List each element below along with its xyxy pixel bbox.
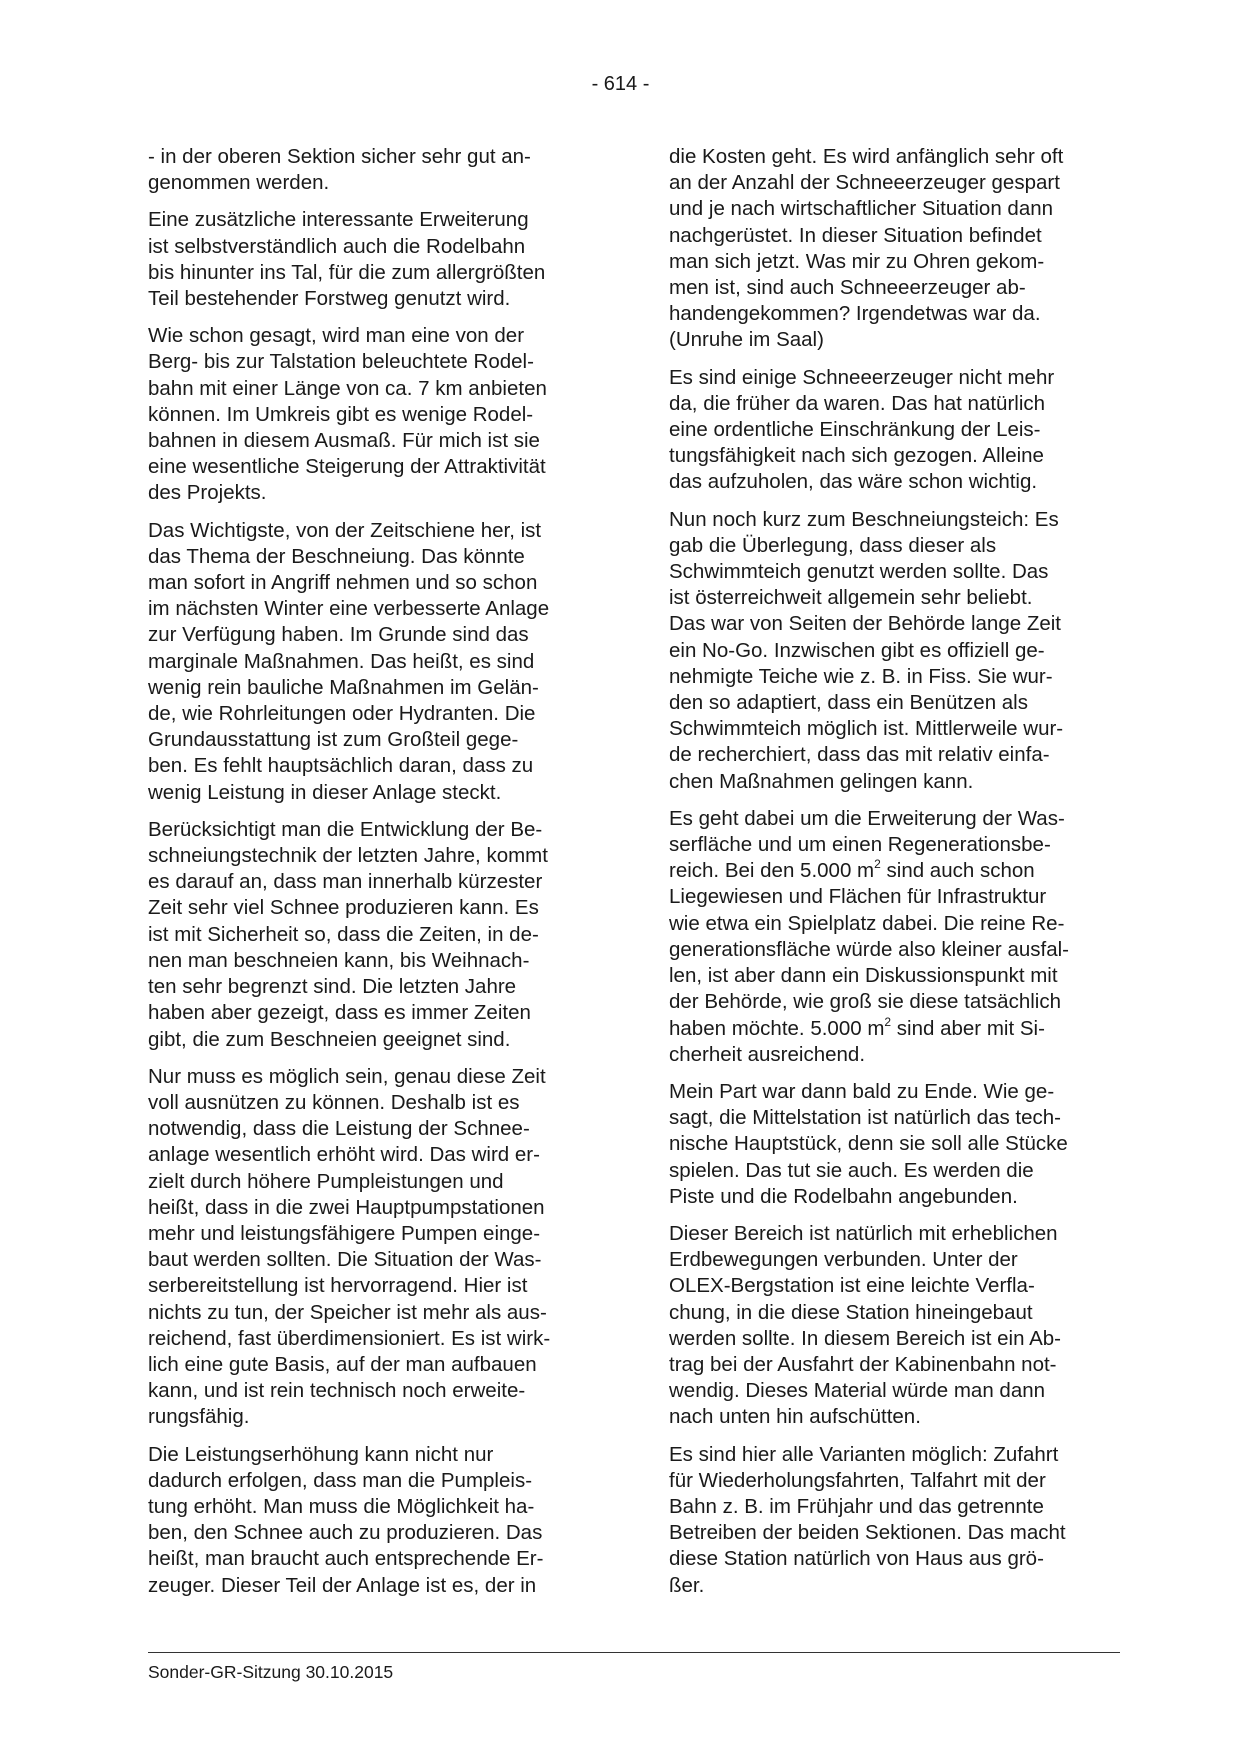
text-line: de, wie Rohrleitungen oder Hydranten. Die — [148, 702, 536, 726]
text-line: de recherchiert, dass das mit relativ einfa- — [669, 743, 1050, 767]
text-line: wenig rein bauliche Maßnahmen im Gelän- — [148, 675, 539, 699]
text-line: sagt, die Mittelstation ist natürlich das tech- — [669, 1106, 1061, 1130]
text-line: Berg- bis zur Talstation beleuchtete Rodel- — [148, 350, 534, 374]
paragraph — [148, 1442, 596, 1599]
text-line: und je nach wirtschaftlicher Situation dann — [669, 197, 1054, 221]
text-line: diese Station natürlich von Haus aus grö- — [669, 1547, 1044, 1571]
text-line: voll ausnützen zu können. Deshalb ist es — [148, 1090, 520, 1114]
text-line: eine wesentliche Steigerung der Attraktivität — [148, 455, 546, 479]
text-line: zielt durch höhere Pumpleistungen und — [148, 1169, 504, 1193]
text-line: werden sollte. In diesem Bereich ist ein Ab- — [669, 1326, 1061, 1350]
text-line: anlage wesentlich erhöht wird. Das wird er- — [148, 1143, 540, 1167]
text-line: im nächsten Winter eine verbesserte Anlage — [148, 597, 550, 621]
text-line: Grundausstattung ist zum Großteil gege- — [148, 728, 519, 752]
text-line: bis hinunter ins Tal, für die zum allergrößten — [148, 260, 546, 284]
text-line: tungsfähigkeit nach sich gezogen. Alleine — [669, 444, 1044, 468]
right-column — [669, 144, 1117, 1610]
text-line: OLEX-Bergstation ist eine leichte Verfla- — [669, 1274, 1035, 1298]
paragraph — [669, 365, 1117, 496]
text-line: Bahn z. B. im Frühjahr und das getrennte — [669, 1494, 1044, 1518]
paragraph — [148, 817, 596, 1053]
paragraph — [669, 144, 1117, 354]
paragraph — [148, 1064, 596, 1431]
text-line: ist österreichweit allgemein sehr beliebt. — [669, 586, 1033, 610]
text-line: ein No-Go. Inzwischen gibt es offiziell ge- — [669, 638, 1045, 662]
text-line: trag bei der Ausfahrt der Kabinenbahn not- — [669, 1352, 1057, 1376]
text-line: tung erhöht. Man muss die Möglichkeit ha- — [148, 1494, 535, 1518]
text-line: Piste und die Rodelbahn angebunden. — [669, 1184, 1018, 1208]
text-line: den so adaptiert, dass ein Benützen als — [669, 691, 1028, 715]
text-line: ten sehr begrenzt sind. Die letzten Jahre — [148, 975, 517, 999]
text-line: der Behörde, wie groß sie diese tatsächlich — [669, 990, 1061, 1014]
paragraph — [669, 806, 1117, 1068]
text-line: ben, den Schnee auch zu produzieren. Das — [148, 1521, 543, 1545]
paragraph — [669, 1079, 1117, 1210]
text-line: reich. Bei den 5.000 $m^2$ sind auch schon — [669, 857, 1035, 883]
text-line: len, ist aber dann ein Diskussionspunkt mit — [669, 964, 1058, 988]
text-line: lich eine gute Basis, auf der man aufbauen — [148, 1352, 537, 1376]
text-line: man sich jetzt. Was mir zu Ohren gekom- — [669, 249, 1045, 273]
paragraph — [148, 144, 596, 196]
text-line: nachgerüstet. In dieser Situation befindet — [669, 223, 1042, 247]
text-line: nische Hauptstück, denn sie soll alle Stücke — [669, 1132, 1068, 1156]
text-line: Wie schon gesagt, wird man eine von der — [148, 324, 525, 348]
text-line: kann, und ist rein technisch noch erweite- — [148, 1379, 526, 1403]
text-line: mehr und leistungsfähigere Pumpen einge- — [148, 1221, 541, 1245]
text-line: wie etwa ein Spielplatz dabei. Die reine Re- — [669, 911, 1065, 935]
text-line: gab die Überlegung, dass dieser als — [669, 533, 997, 557]
text-line: das aufzuholen, das wäre schon wichtig. — [669, 470, 1038, 494]
text-line: schneiungstechnik der letzten Jahre, kommt — [148, 844, 548, 868]
text-line: an der Anzahl der Schneeerzeuger gespart — [669, 171, 1060, 195]
text-line: bahnen in diesem Ausmaß. Für mich ist sie — [148, 429, 540, 453]
text-line: Liegewiesen und Flächen für Infrastruktur — [669, 885, 1047, 909]
text-line: wendig. Dieses Material würde man dann — [669, 1379, 1046, 1403]
text-line: Nur muss es möglich sein, genau diese Zeit — [148, 1064, 546, 1088]
text-line: haben möchte. 5.000 $m^2$ sind aber mit Si- — [669, 1014, 1045, 1040]
text-line: ßer. — [669, 1573, 705, 1597]
text-line: Berücksichtigt man die Entwicklung der Be- — [148, 817, 543, 841]
text-line: heißt, dass in die zwei Hauptpumpstationen — [148, 1195, 545, 1219]
text-line: nen man beschneien kann, bis Weihnach- — [148, 948, 530, 972]
footer-session-label: Sonder-GR-Sitzung 30.10.2015 — [148, 1662, 394, 1682]
paragraph — [148, 207, 596, 312]
text-line: haben aber gezeigt, dass es immer Zeiten — [148, 1001, 531, 1025]
text-line: ist mit Sicherheit so, dass die Zeiten, in de- — [148, 922, 539, 946]
text-line: es darauf an, dass man innerhalb kürzester — [148, 870, 543, 894]
text-line: dadurch erfolgen, dass man die Pumpleis- — [148, 1468, 533, 1492]
text-line: notwendig, dass die Leistung der Schnee- — [148, 1117, 530, 1141]
text-line: serfläche und um einen Regenerationsbe- — [669, 833, 1051, 857]
text-line: reichend, fast überdimensioniert. Es ist wirk- — [148, 1326, 551, 1350]
text-line: Das war von Seiten der Behörde lange Zeit — [669, 612, 1062, 636]
text-line: generationsfläche würde also kleiner ausfal- — [669, 937, 1069, 961]
text-line: chen Maßnahmen gelingen kann. — [669, 769, 974, 793]
text-line: wenig Leistung in dieser Anlage steckt. — [148, 780, 502, 804]
text-line: genommen werden. — [148, 171, 330, 195]
text-line: Es geht dabei um die Erweiterung der Was- — [669, 806, 1065, 830]
text-line: Es sind einige Schneeerzeuger nicht mehr — [669, 365, 1055, 389]
text-line: Schwimmteich möglich ist. Mittlerweile wur- — [669, 717, 1064, 741]
paragraph — [669, 1221, 1117, 1431]
text-line: des Projekts. — [148, 481, 267, 505]
page-number: - 614 - — [591, 73, 650, 95]
text-line: men ist, sind auch Schneeerzeuger ab- — [669, 276, 1026, 300]
text-line: gibt, die zum Beschneien geeignet sind. — [148, 1027, 511, 1051]
text-line: da, die früher da waren. Das hat natürlich — [669, 391, 1046, 415]
footer-divider — [148, 1652, 1120, 1653]
text-line: Nun noch kurz zum Beschneiungsteich: Es — [669, 507, 1059, 531]
text-line: nehmigte Teiche wie z. B. in Fiss. Sie wur- — [669, 664, 1053, 688]
text-line: ben. Es fehlt hauptsächlich daran, dass zu — [148, 754, 534, 778]
paragraph — [669, 507, 1117, 795]
text-line: chung, in die diese Station hineingebaut — [669, 1300, 1033, 1324]
text-line: baut werden sollten. Die Situation der Was- — [148, 1248, 542, 1272]
text-line: ist selbstverständlich auch die Rodelbahn — [148, 234, 526, 258]
text-line: eine ordentliche Einschränkung der Leis- — [669, 418, 1041, 442]
paragraph — [669, 1442, 1117, 1599]
text-line: Eine zusätzliche interessante Erweiterung — [148, 208, 529, 232]
text-line: marginale Maßnahmen. Das heißt, es sind — [148, 649, 535, 673]
text-line: Dieser Bereich ist natürlich mit erheblichen — [669, 1221, 1058, 1245]
text-line: Zeit sehr viel Schnee produzieren kann. Es — [148, 896, 539, 920]
left-column — [148, 144, 596, 1610]
text-line: cherheit ausreichend. — [669, 1042, 866, 1066]
text-line: das Thema der Beschneiung. Das könnte — [148, 544, 525, 568]
text-line: zur Verfügung haben. Im Grunde sind das — [148, 623, 529, 647]
text-line: die Kosten geht. Es wird anfänglich sehr oft — [669, 145, 1064, 168]
text-line: Teil bestehender Forstweg genutzt wird. — [148, 287, 511, 311]
text-line: man sofort in Angriff nehmen und so schon — [148, 571, 538, 595]
text-line: für Wiederholungsfahrten, Talfahrt mit der — [669, 1468, 1046, 1492]
text-line: bahn mit einer Länge von ca. 7 km anbieten — [148, 376, 547, 400]
text-line: Betreiben der beiden Sektionen. Das macht — [669, 1521, 1066, 1545]
text-line: handengekommen? Irgendetwas war da. — [669, 302, 1041, 326]
paragraph — [148, 323, 596, 506]
text-line: Es sind hier alle Varianten möglich: Zufahrt — [669, 1442, 1059, 1466]
text-line: serbereitstellung ist hervorragend. Hier ist — [148, 1274, 528, 1298]
text-line: zeuger. Dieser Teil der Anlage ist es, der in — [148, 1573, 537, 1597]
text-line: Das Wichtigste, von der Zeitschiene her, ist — [148, 518, 542, 542]
text-line: - in der oberen Sektion sicher sehr gut an- — [148, 145, 531, 168]
text-line: Erdbewegungen verbunden. Unter der — [669, 1248, 1018, 1272]
paragraph — [148, 518, 596, 806]
text-line: nach unten hin aufschütten. — [669, 1405, 921, 1429]
text-line: Schwimmteich genutzt werden sollte. Das — [669, 560, 1049, 584]
text-line: spielen. Das tut sie auch. Es werden die — [669, 1158, 1034, 1182]
text-line: nichts zu tun, der Speicher ist mehr als aus- — [148, 1300, 547, 1324]
text-line: rungsfähig. — [148, 1405, 250, 1429]
text-line: Mein Part war dann bald zu Ende. Wie ge- — [669, 1079, 1055, 1103]
text-line: heißt, man braucht auch entsprechende Er- — [148, 1547, 544, 1571]
text-line: können. Im Umkreis gibt es wenige Rodel- — [148, 402, 534, 426]
text-line: Die Leistungserhöhung kann nicht nur — [148, 1442, 494, 1466]
text-line: (Unruhe im Saal) — [669, 328, 824, 352]
